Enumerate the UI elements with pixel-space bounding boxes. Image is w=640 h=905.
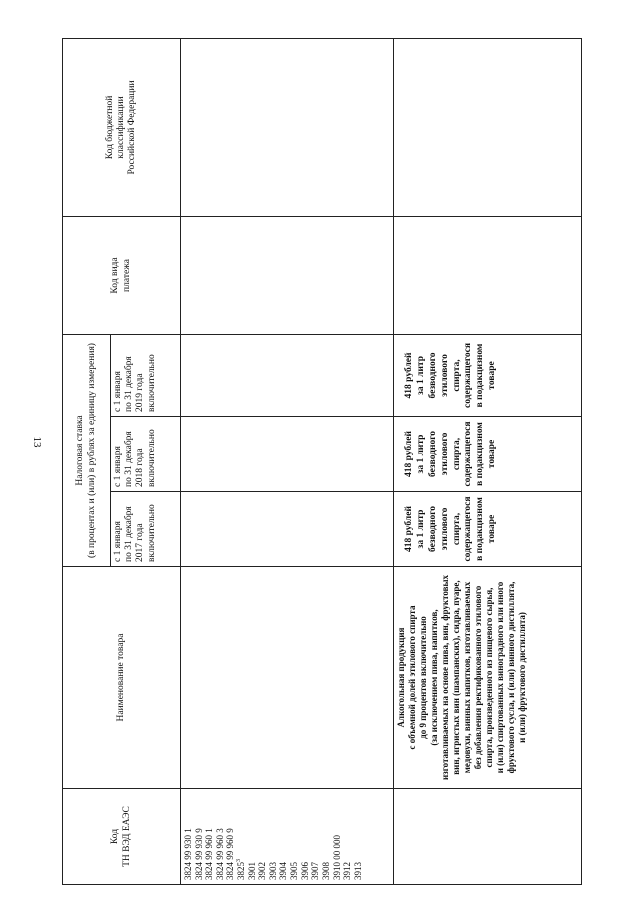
header-period-2017: с 1 января по 31 декабря 2017 года включительно: [111, 492, 181, 567]
header-code: Код ТН ВЭД ЕАЭС: [63, 789, 181, 885]
header-name: Наименование товара: [63, 567, 181, 789]
header-budget-code: Код бюджетной классификации Российской Федерации: [63, 38, 181, 216]
code-item: 3907: [310, 862, 321, 880]
product-rate-2019: 418 рублей за 1 литр безводного этилового спирта, содержащегося в подакцизном товаре: [394, 334, 582, 416]
header-period-2018: с 1 января по 31 декабря 2018 года включительно: [111, 417, 181, 492]
codes-name-cell: [181, 567, 394, 789]
header-rate: [63, 334, 111, 566]
product-rate-2018: 418 рублей за 1 литр безводного этилового спирта, содержащегося в подакцизном товаре: [394, 417, 582, 492]
codes-cell: [181, 789, 394, 885]
product-code-cell: [394, 789, 582, 885]
code-item: 3904: [278, 862, 289, 880]
code-item: 3824 99 930 1: [183, 828, 193, 880]
code-item: 3902: [257, 862, 268, 880]
codes-rate-2017-cell: [181, 492, 394, 567]
product-rate-2017: 418 рублей за 1 литр безводного этилового спирта, содержащегося в подакцизном товаре: [394, 492, 582, 567]
code-item: 3903: [267, 862, 278, 880]
code-item: 3825$^3$: [236, 859, 247, 880]
header-payment-type: Код вида платежа: [63, 216, 181, 334]
code-item: 3824 99 960 3: [214, 828, 225, 880]
code-item: 3912: [342, 862, 353, 880]
codes-payment-cell: [181, 216, 394, 334]
codes-rate-2019-cell: [181, 334, 394, 416]
code-item: 3901: [246, 862, 257, 880]
header-rate-title: Налоговая ставка: [75, 415, 86, 486]
page-number: 13: [31, 436, 43, 448]
header-period-2019: с 1 января по 31 декабря 2019 года включительно: [111, 334, 181, 416]
rotated-page: [62, 39, 582, 885]
excise-rate-table: [62, 38, 582, 885]
product-budget-cell: [394, 38, 582, 216]
code-item: 3908: [320, 862, 331, 880]
code-item: 3913: [352, 862, 363, 880]
product-payment-cell: [394, 216, 582, 334]
codes-budget-cell: [181, 38, 394, 216]
code-item: 3824 99 960 9: [225, 828, 236, 880]
codes-rate-2018-cell: [181, 417, 394, 492]
code-item: 3910 00 000: [331, 835, 342, 880]
table-row-product: [394, 38, 582, 884]
code-footnote: 3: [236, 859, 243, 862]
code-item: 3905: [289, 862, 300, 880]
code-item: 3824 99 960 1: [204, 828, 215, 880]
code-item: 3824 99 930 9: [193, 828, 204, 880]
table-row-codes: [181, 38, 394, 884]
code-item: 3906: [299, 862, 310, 880]
product-description: Алкогольная продукция с объемной долей этилового спирта до 9 процентов включительно (за исключением пива, напитков, изготавливаемых на основе пива, вин, фруктовых вин, игристых вин (шампанских), сидра, пуаре, медовухи, винных напитков, изготавливаемых без добавления ректификованного этилового спирта, произведенного из пищевого сырья, и (или) спиртованных виноградного или иного фруктового сусла, и (или) винного дистиллята, и (или) фруктового дистиллята): [394, 567, 582, 789]
header-rate-subtitle: (в процентах и (или) в рублях за единицу измерения): [86, 343, 97, 558]
